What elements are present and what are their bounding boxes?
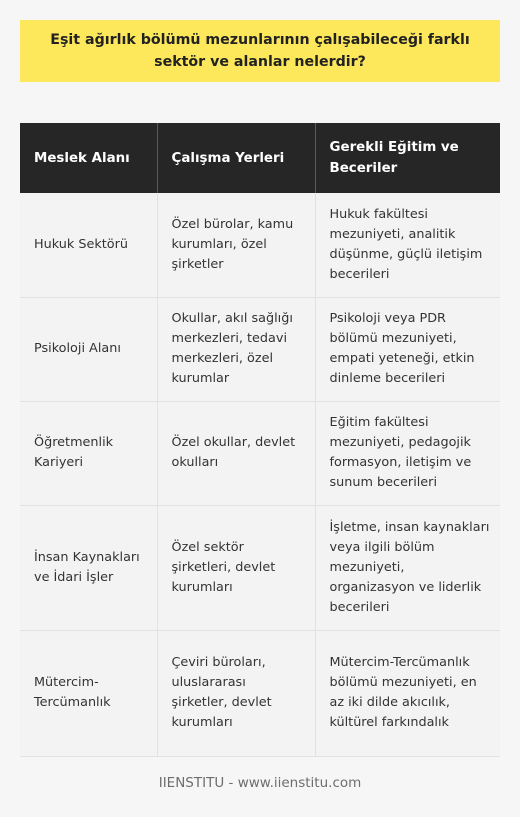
cell-calisma: Okullar, akıl sağlığı merkezleri, tedavi merkezleri, özel kurumlar: [157, 297, 315, 401]
page-title: Eşit ağırlık bölümü mezunlarının çalışabileceği farklı sektör ve alanlar nelerdir?: [50, 32, 470, 70]
cell-meslek: İnsan Kaynakları ve İdari İşler: [20, 505, 157, 630]
header-meslek-alani: Meslek Alanı: [20, 123, 157, 193]
header-calisma-yerleri: Çalışma Yerleri: [157, 123, 315, 193]
table-row: [20, 297, 500, 401]
cell-calisma: Özel sektör şirketleri, devlet kurumları: [157, 505, 315, 630]
cell-calisma: Özel bürolar, kamu kurumları, özel şirketler: [157, 193, 315, 297]
cell-egitim: Hukuk fakültesi mezuniyeti, analitik düşünme, güçlü iletişim becerileri: [315, 193, 500, 297]
cell-calisma: Özel okullar, devlet okulları: [157, 401, 315, 505]
cell-meslek: Öğretmenlik Kariyeri: [20, 401, 157, 505]
cell-egitim: İşletme, insan kaynakları veya ilgili bölüm mezuniyeti, organizasyon ve liderlik becerileri: [315, 505, 500, 630]
cell-egitim: Psikoloji veya PDR bölümü mezuniyeti, empati yeteneği, etkin dinleme becerileri: [315, 297, 500, 401]
cell-egitim: Eğitim fakültesi mezuniyeti, pedagojik formasyon, iletişim ve sunum becerileri: [315, 401, 500, 505]
career-table: [20, 123, 500, 757]
cell-meslek: Hukuk Sektörü: [20, 193, 157, 297]
table-row: [20, 505, 500, 630]
cell-calisma: Çeviri büroları, uluslararası şirketler, devlet kurumları: [157, 630, 315, 756]
footer-source: IIENSTITU - www.iienstitu.com: [158, 775, 362, 791]
table-row: [20, 630, 500, 756]
cell-meslek: Psikoloji Alanı: [20, 297, 157, 401]
header-egitim-beceriler: Gerekli Eğitim ve Beceriler: [315, 123, 500, 193]
cell-egitim: Mütercim-Tercümanlık bölümü mezuniyeti, en az iki dilde akıcılık, kültürel farkındalık: [315, 630, 500, 756]
table-row: [20, 401, 500, 505]
title-banner: [20, 20, 500, 82]
table-row: [20, 193, 500, 297]
cell-meslek: Mütercim-Tercümanlık: [20, 630, 157, 756]
table-header-row: [20, 123, 500, 193]
